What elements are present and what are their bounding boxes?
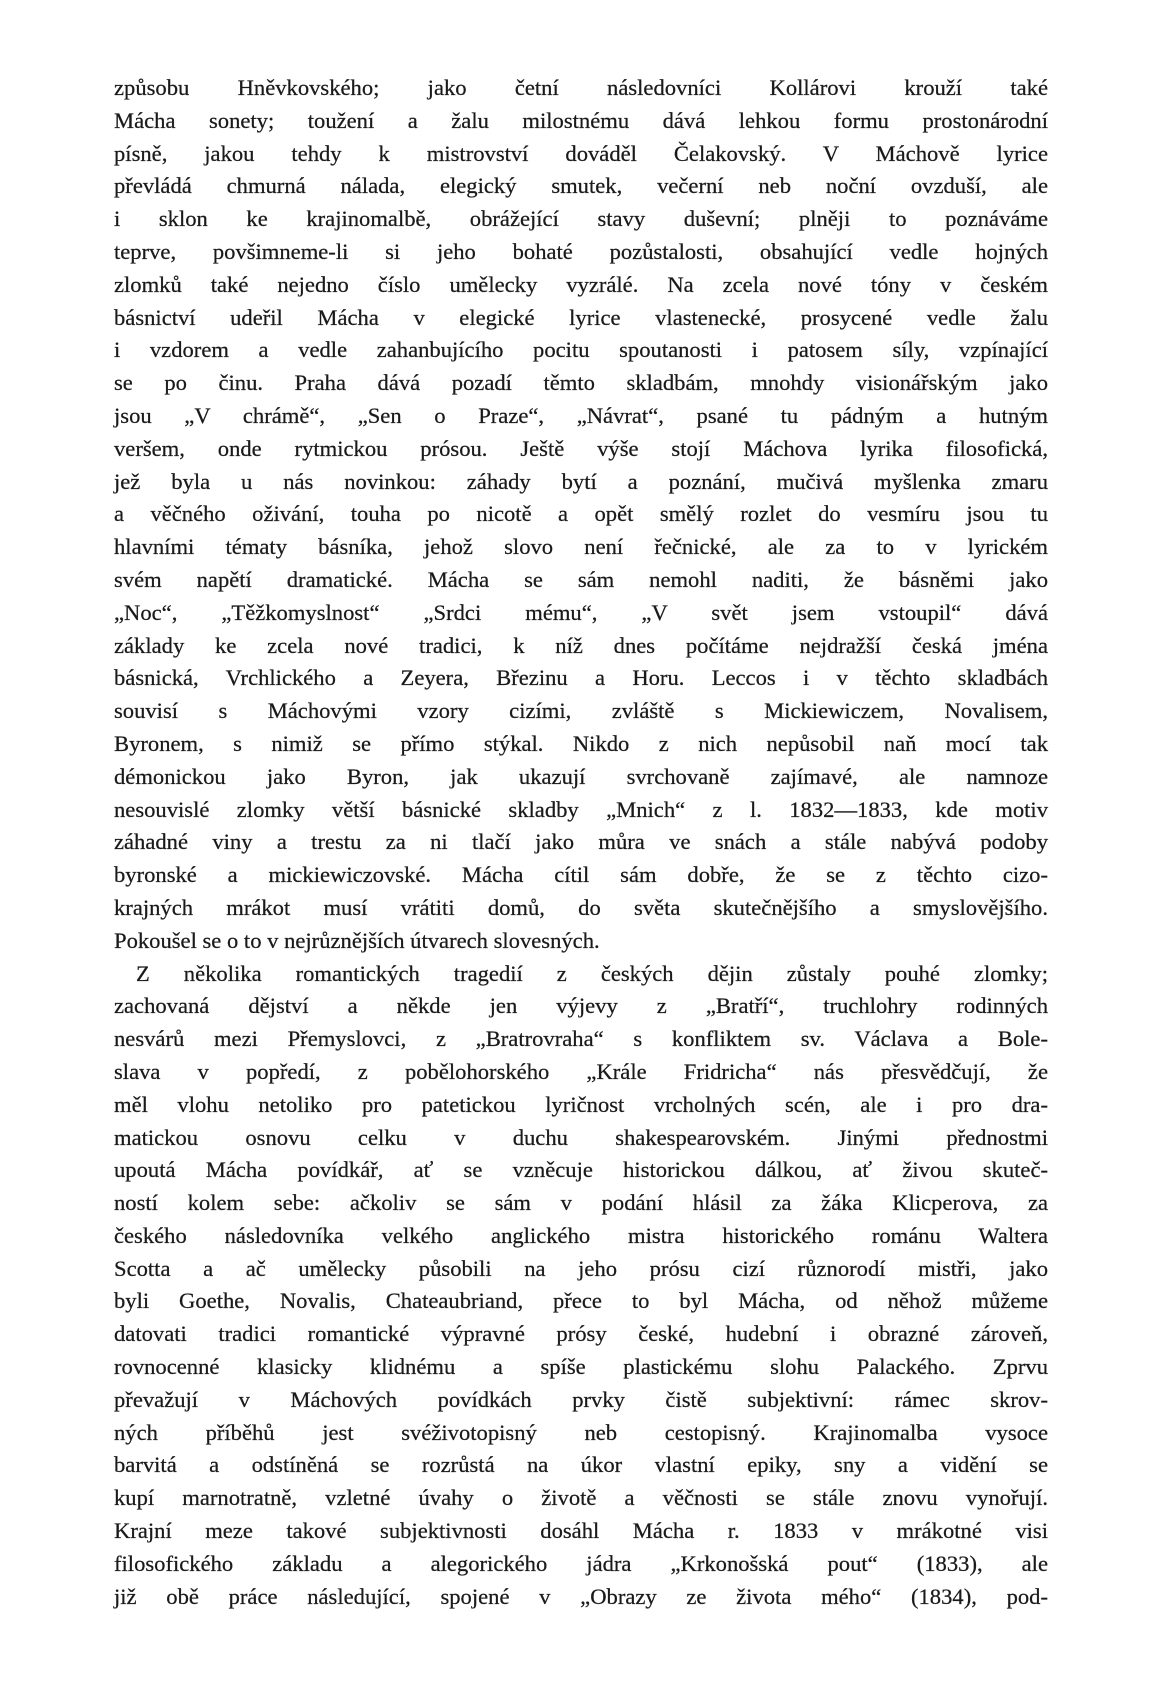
text-line: rovnocenné klasicky klidnému a spíše plastickému slohu Palackého. Zprvu [114, 1354, 1048, 1380]
text-line: Krajní meze takové subjektivnosti dosáhl Mácha r. 1833 v mrákotné visi [114, 1518, 1048, 1544]
text-line: již obě práce následující, spojené v „Obrazy ze života mého“ (1834), pod- [114, 1583, 1048, 1609]
text-line: českého následovníka velkého anglického mistra historického románu Waltera [114, 1222, 1048, 1248]
text-line: nesvárů mezi Přemyslovci, z „Bratrovraha“ s konfliktem sv. Václava a Bole- [114, 1026, 1048, 1052]
text-line: Scotta a ač umělecky působili na jeho prósu cizí různorodí mistři, jako [114, 1255, 1048, 1281]
text-line: Byronem, s nimiž se přímo stýkal. Nikdo z nich nepůsobil naň mocí tak [114, 730, 1048, 756]
text-line: písně, jakou tehdy k mistrovství dováděl Čelakovský. V Máchově lyrice [114, 140, 1048, 166]
text-line: byli Goethe, Novalis, Chateaubriand, přece to byl Mácha, od něhož můžeme [114, 1288, 1048, 1314]
text-line: ných příběhů jest svéživotopisný neb cestopisný. Krajinomalba vysoce [114, 1419, 1048, 1445]
text-line: veršem, onde rytmickou prósou. Ještě výše stojí Máchova lyrika filosofická, [114, 435, 1048, 461]
text-line: filosofického základu a alegorického jádra „Krkonošská pout“ (1833), ale [114, 1550, 1048, 1576]
text-line: básnictví udeřil Mácha v elegické lyrice vlastenecké, prosycené vedle žalu [114, 304, 1048, 330]
paragraph [114, 72, 1048, 958]
text-line: slava v popředí, z pobělohorského „Krále Fridricha“ nás přesvědčují, že [114, 1058, 1048, 1084]
text-line: základy ke zcela nové tradici, k níž dnes počítáme nejdražší česká jména [114, 632, 1048, 658]
text-line: způsobu Hněvkovského; jako četní následovníci Kollárovi krouží také [114, 75, 1048, 100]
text-line: Z několika romantických tragedií z českých dějin zůstaly pouhé zlomky; [136, 960, 1048, 986]
text-line: souvisí s Máchovými vzory cizími, zvláště s Mickiewiczem, Novalisem, [114, 698, 1048, 724]
text-line: se po činu. Praha dává pozadí těmto skladbám, mnohdy visionářským jako [114, 370, 1048, 396]
text-line: převažují v Máchových povídkách prvky čistě subjektivní: rámec skrov- [114, 1386, 1048, 1412]
text-line: matickou osnovu celku v duchu shakespearovském. Jinými přednostmi [114, 1124, 1048, 1150]
text-line: převládá chmurná nálada, elegický smutek, večerní neb noční ovzduší, ale [114, 173, 1048, 199]
text-line: jež byla u nás novinkou: záhady bytí a poznání, mučivá myšlenka zmaru [114, 468, 1048, 494]
text-line: a věčného oživání, touha po nicotě a opět smělý rozlet do vesmíru jsou tu [114, 501, 1048, 527]
text-block [114, 72, 1048, 1613]
text-line: Mácha sonety; toužení a žalu milostnému dává lehkou formu prostonárodní [114, 107, 1048, 133]
text-line: nesouvislé zlomky větší básnické skladby „Mnich“ z l. 1832—1833, kde motiv [114, 796, 1048, 822]
text-line: Pokoušel se o to v nejrůznějších útvarech slovesných. [114, 927, 600, 953]
text-line: záhadné viny a trestu za ni tlačí jako můra ve snách a stále nabývá podoby [114, 829, 1048, 855]
text-line: krajných mrákot musí vrátiti domů, do světa skutečnějšího a smyslovějšího. [114, 894, 1048, 920]
text-line: hlavními tématy básníka, jehož slovo není řečnické, ale za to v lyrickém [114, 534, 1048, 560]
text-line: teprve, povšimneme-li si jeho bohaté pozůstalosti, obsahující vedle hojných [114, 238, 1048, 264]
text-line: byronské a mickiewiczovské. Mácha cítil sám dobře, že se z těchto cizo- [114, 862, 1048, 888]
text-line: měl vlohu netoliko pro patetickou lyričnost vrcholných scén, ale i pro dra- [114, 1091, 1048, 1117]
text-line: barvitá a odstíněná se rozrůstá na úkor vlastní epiky, sny a vidění se [114, 1452, 1048, 1478]
text-line: ností kolem sebe: ačkoliv se sám v podání hlásil za žáka Klicperova, za [114, 1190, 1048, 1216]
text-line: i vzdorem a vedle zahanbujícího pocitu spoutanosti i patosem síly, vzpínající [114, 337, 1048, 363]
text-line: zlomků také nejedno číslo umělecky vyzrálé. Na zcela nové tóny v českém [114, 271, 1048, 297]
text-line: datovati tradici romantické výpravné prósy české, hudební i obrazné zároveň, [114, 1321, 1048, 1347]
text-line: „Noc“, „Těžkomyslnost“ „Srdci mému“, „V svět jsem vstoupil“ dává [114, 599, 1048, 625]
text-line: kupí marnotratně, vzletné úvahy o životě a věčnosti se stále znovu vynořují. [114, 1485, 1048, 1511]
text-line: upoutá Mácha povídkář, ať se vzněcuje historickou dálkou, ať živou skuteč- [114, 1157, 1048, 1183]
text-line: básnická, Vrchlického a Zeyera, Březinu a Horu. Leccos i v těchto skladbách [114, 665, 1048, 691]
text-line: jsou „V chrámě“, „Sen o Praze“, „Návrat“, psané tu pádným a hutným [114, 402, 1048, 428]
text-line: zachovaná dějství a někde jen výjevy z „Bratří“, truchlohry rodinných [114, 993, 1048, 1019]
text-line: svém napětí dramatické. Mácha se sám nemohl naditi, že básněmi jako [114, 566, 1048, 592]
text-line: i sklon ke krajinomalbě, obrážející stavy duševní; plněji to poznáváme [114, 206, 1048, 232]
text-line: démonickou jako Byron, jak ukazují svrchovaně zajímavé, ale namnoze [114, 763, 1048, 789]
paragraph [114, 958, 1048, 1614]
